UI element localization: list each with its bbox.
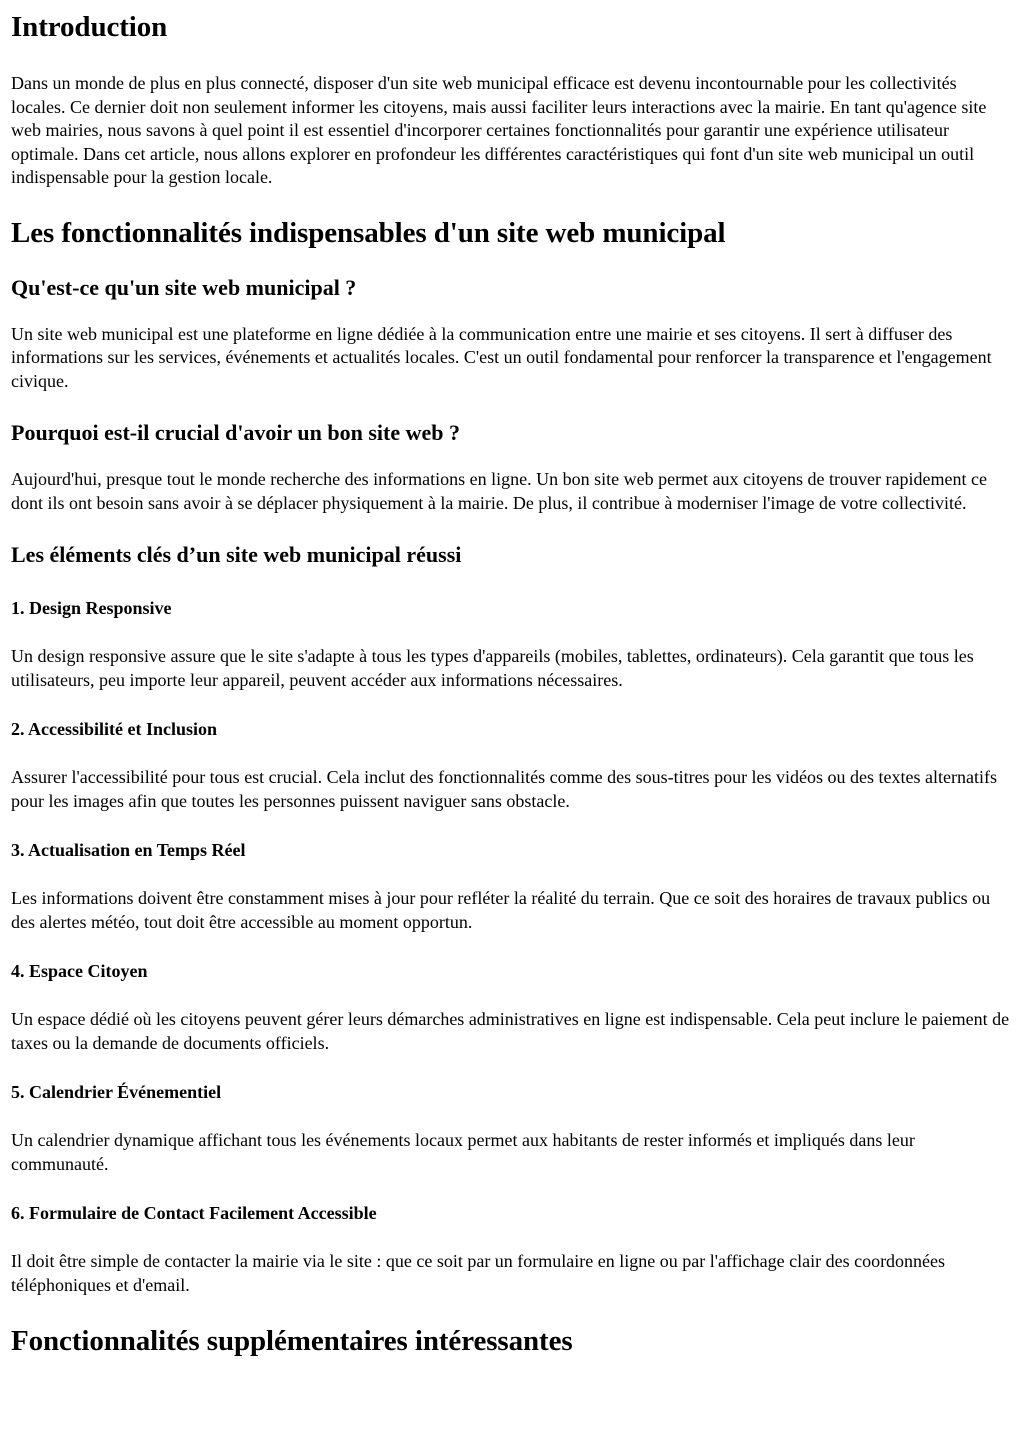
- pourquoi-heading: Pourquoi est-il crucial d'avoir un bon site web ?: [11, 420, 461, 445]
- item-heading-formulaire-contact: 6. Formulaire de Contact Facilement Accessible: [11, 1203, 377, 1223]
- item-heading-actualisation: 3. Actualisation en Temps Réel: [11, 840, 246, 860]
- pourquoi-paragraph: Aujourd'hui, presque tout le monde recherche des informations en ligne. Un bon site web permet aux citoyens de trouver rapidement ce dont ils ont besoin sans avoir à se déplacer physiquement à la mairie. De plus, il contribue à moderniser l'image de votre collectivité.: [11, 469, 987, 513]
- item-heading-accessibilite: 2. Accessibilité et Inclusion: [11, 719, 217, 739]
- item-paragraph-calendrier: Un calendrier dynamique affichant tous les événements locaux permet aux habitants de rester informés et impliqués dans leur communauté.: [11, 1130, 915, 1174]
- item-paragraph-design-responsive: Un design responsive assure que le site s'adapte à tous les types d'appareils (mobiles, tablettes, ordinateurs). Cela garantit que tous les utilisateurs, peu importe leur appareil, peuvent accéder aux informations nécessaires.: [11, 646, 974, 690]
- supplementaires-heading: Fonctionnalités supplémentaires intéressantes: [11, 1325, 573, 1357]
- item-heading-calendrier: 5. Calendrier Événementiel: [11, 1082, 222, 1102]
- item-heading-espace-citoyen: 4. Espace Citoyen: [11, 961, 148, 981]
- quest-ce-heading: Qu'est-ce qu'un site web municipal ?: [11, 274, 357, 300]
- item-heading-design-responsive: 1. Design Responsive: [11, 598, 172, 618]
- fonctionnalites-heading: Les fonctionnalités indispensables d'un site web municipal: [11, 216, 726, 249]
- introduction-paragraph: Dans un monde de plus en plus connecté, disposer d'un site web municipal efficace est devenu incontournable pour les collectivités locales. Ce dernier doit non seulement informer les citoyens, mais aussi faciliter leurs interactions avec la mairie. En tant qu'agence site web mairies, nous savons à quel point il est essentiel d'incorporer certaines fonctionnalités pour garantir une expérience utilisateur optimale. Dans cet article, nous allons explorer en profondeur les différentes caractéristiques qui font d'un site web municipal un outil indispensable pour la gestion locale.: [11, 73, 987, 187]
- item-paragraph-formulaire-contact: Il doit être simple de contacter la mairie via le site : que ce soit par un formulaire en ligne ou par l'affichage clair des coordonnées téléphoniques et d'email.: [11, 1251, 946, 1295]
- item-paragraph-espace-citoyen: Un espace dédié où les citoyens peuvent gérer leurs démarches administratives en ligne est indispensable. Cela peut inclure le paiement de taxes ou la demande de documents officiels.: [11, 1009, 1010, 1053]
- introduction-heading: Introduction: [11, 11, 168, 43]
- elements-cles-heading: Les éléments clés d’un site web municipal réussi: [11, 542, 462, 567]
- item-paragraph-accessibilite: Assurer l'accessibilité pour tous est crucial. Cela inclut des fonctionnalités comme des sous-titres pour les vidéos ou des textes alternatifs pour les images afin que toutes les personnes puissent naviguer sans obstacle.: [11, 767, 997, 811]
- quest-ce-paragraph: Un site web municipal est une plateforme en ligne dédiée à la communication entre une mairie et ses citoyens. Il sert à diffuser des informations sur les services, événements et actualités locales. C'est un outil fondamental pour renforcer la transparence et l'engagement civique.: [11, 323, 992, 391]
- item-paragraph-actualisation: Les informations doivent être constamment mises à jour pour refléter la réalité du terrain. Que ce soit des horaires de travaux publics ou des alertes météo, tout doit être accessible au moment opportun.: [11, 888, 991, 932]
